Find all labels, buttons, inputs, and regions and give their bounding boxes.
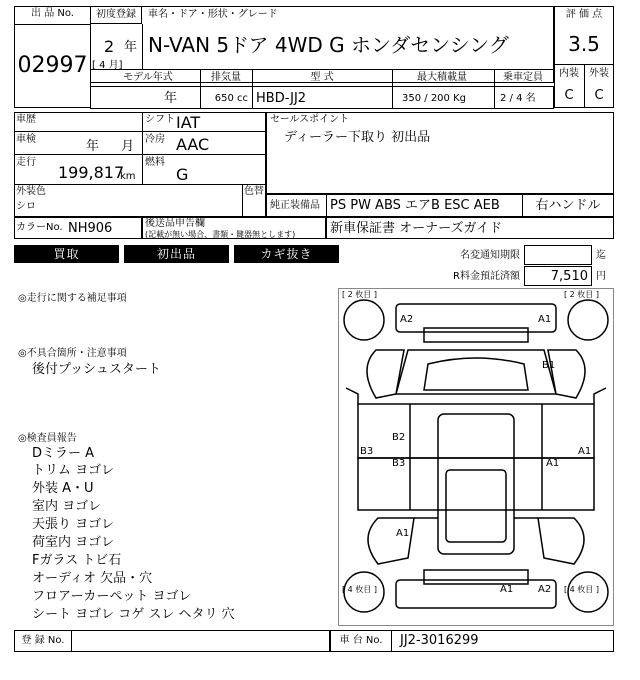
status-bar-purchase: 買取 [14, 245, 119, 263]
first-reg-year: 2 [104, 37, 115, 56]
divider [142, 131, 266, 132]
inspector-item: Fガラス トビ石 [32, 553, 122, 568]
status-bar-key-removed: カギ抜き [234, 245, 339, 263]
damage-mark: A2 [400, 314, 414, 325]
lot-no: 02997 [17, 53, 88, 78]
later-note: (記載が無い場合、書類・鍵器無とします) [145, 230, 296, 239]
first-reg-month: [ 4 月] [92, 60, 123, 71]
model-year-label: モデル年式 [123, 72, 173, 83]
displacement: 650 cc [214, 93, 248, 104]
interior-grade: C [564, 88, 574, 103]
shift-label: シフト [145, 114, 175, 125]
lot-no-label: 出 品 No. [31, 8, 74, 19]
equipment: PS PW ABS エアB ESC AEB [330, 198, 500, 213]
name-change-unit: 迄 [596, 250, 606, 261]
aircon-label: 冷房 [145, 134, 165, 145]
damage-mark: B1 [542, 360, 556, 371]
exterior-label: 外装 [589, 68, 609, 79]
inspector-item: 天張り ヨゴレ [32, 517, 115, 532]
first-reg-label: 初度登録 [96, 9, 136, 20]
first-reg-year-unit: 年 [124, 40, 138, 55]
divider [242, 184, 243, 217]
overall-grade: 3.5 [568, 32, 600, 56]
aircon: AAC [176, 135, 210, 154]
inspector-title: ◎検査員報告 [18, 433, 77, 444]
exterior-grade: C [594, 88, 604, 103]
damage-mark: B3 [392, 458, 406, 469]
seating-capacity: 2 / 4 名 [500, 93, 536, 104]
reg-label: 登 録 No. [21, 635, 65, 646]
frame-label-bl: [ 4 枚目 ] [342, 585, 377, 594]
mileage: 199,817 [58, 163, 125, 182]
divider [14, 24, 91, 25]
info-box [14, 112, 266, 217]
capacity-label: 乗車定員 [503, 72, 543, 83]
inspector-item: フロアーカーペット ヨゴレ [32, 589, 192, 604]
color-no: NH906 [68, 221, 113, 236]
load-label: 最大積載量 [417, 72, 467, 83]
name-change-label: 名変通知期限 [460, 250, 520, 261]
damage-mark: A2 [538, 584, 552, 595]
damage-mark: A1 [500, 584, 514, 595]
frame-label-br: [ 4 枚目 ] [564, 585, 599, 594]
type-label: 型 式 [310, 72, 334, 83]
damage-mark: A1 [578, 446, 592, 457]
recycle-fee-unit: 円 [596, 271, 606, 282]
divider [14, 184, 266, 185]
fuel: G [176, 165, 189, 184]
displacement-label: 排気量 [211, 72, 241, 83]
ext-color: シロ [16, 201, 36, 212]
damage-mark: B2 [392, 432, 406, 443]
inspector-item: 荷室内 ヨゴレ [32, 535, 115, 550]
inspector-item: シート ヨゴレ コゲ スレ ヘタリ 穴 [32, 607, 235, 622]
car-name: N-VAN 5ドア 4WD G ホンダセンシング [148, 33, 509, 57]
frame-label-tr: [ 2 枚目 ] [564, 290, 599, 299]
defect-item: 後付プッシュスタート [32, 362, 161, 377]
warranty: 新車保証書 オーナーズガイド [330, 221, 503, 236]
recycle-fee-label: R料金預託済額 [453, 271, 520, 282]
divider [142, 112, 143, 184]
sales-point-label: セールスポイント [270, 114, 350, 125]
history-label: 車歴 [16, 114, 36, 125]
chassis-number: JJ2-3016299 [400, 633, 479, 648]
car-name-label: 車名・ドア・形状・グレード [148, 9, 278, 20]
inspector-item: Dミラー A [32, 446, 95, 461]
supplement-title: ◎走行に関する補足事項 [18, 293, 127, 304]
inspector-item: 室内 ヨゴレ [32, 499, 102, 514]
divider [14, 131, 142, 132]
inspector-item: 外装 A・U [32, 481, 94, 496]
spec-value-row [90, 86, 554, 109]
defect-title: ◎不具合箇所・注意事項 [18, 348, 127, 359]
grade-label: 評 価 点 [565, 9, 603, 20]
repaint-label: 色替 [244, 186, 264, 197]
model-type: HBD-JJ2 [256, 91, 307, 106]
inspector-item: トリム ヨゴレ [32, 463, 115, 478]
inspector-item: オーディオ 欠品・穴 [32, 571, 153, 586]
damage-mark: A1 [396, 528, 410, 539]
handle-side: 右ハンドル [535, 198, 601, 213]
damage-mark: A1 [546, 458, 560, 469]
fuel-label: 燃料 [145, 157, 165, 168]
later-label: 後送品申告欄 [145, 218, 205, 229]
damage-mark: A1 [538, 314, 552, 325]
max-load: 350 / 200 Kg [402, 93, 466, 104]
interior-label: 内装 [559, 68, 579, 79]
chassis-label: 車 台 No. [339, 635, 383, 646]
status-bar-first-listing: 初出品 [124, 245, 229, 263]
sales-point: ディーラー下取り 初出品 [284, 130, 431, 145]
frame-label-tl: [ 2 枚目 ] [342, 290, 377, 299]
divider [14, 154, 266, 155]
model-year: 年 [164, 91, 178, 106]
color-no-label: カラーNo. [16, 222, 63, 233]
divider [142, 24, 143, 69]
inspection-label: 車検 [16, 134, 36, 145]
recycle-fee: 7,510 [550, 269, 588, 284]
equip-label: 純正装備品 [270, 200, 320, 211]
shift: IAT [176, 113, 201, 132]
ext-color-label: 外装色 [16, 186, 46, 197]
diagram-frame [338, 288, 614, 626]
inspection-value: 年 月 [86, 139, 135, 154]
name-change-value-box [524, 245, 592, 265]
damage-mark: B3 [360, 446, 374, 457]
mileage-label: 走行 [16, 157, 36, 168]
divider [90, 69, 554, 70]
mileage-unit: km [120, 171, 136, 182]
